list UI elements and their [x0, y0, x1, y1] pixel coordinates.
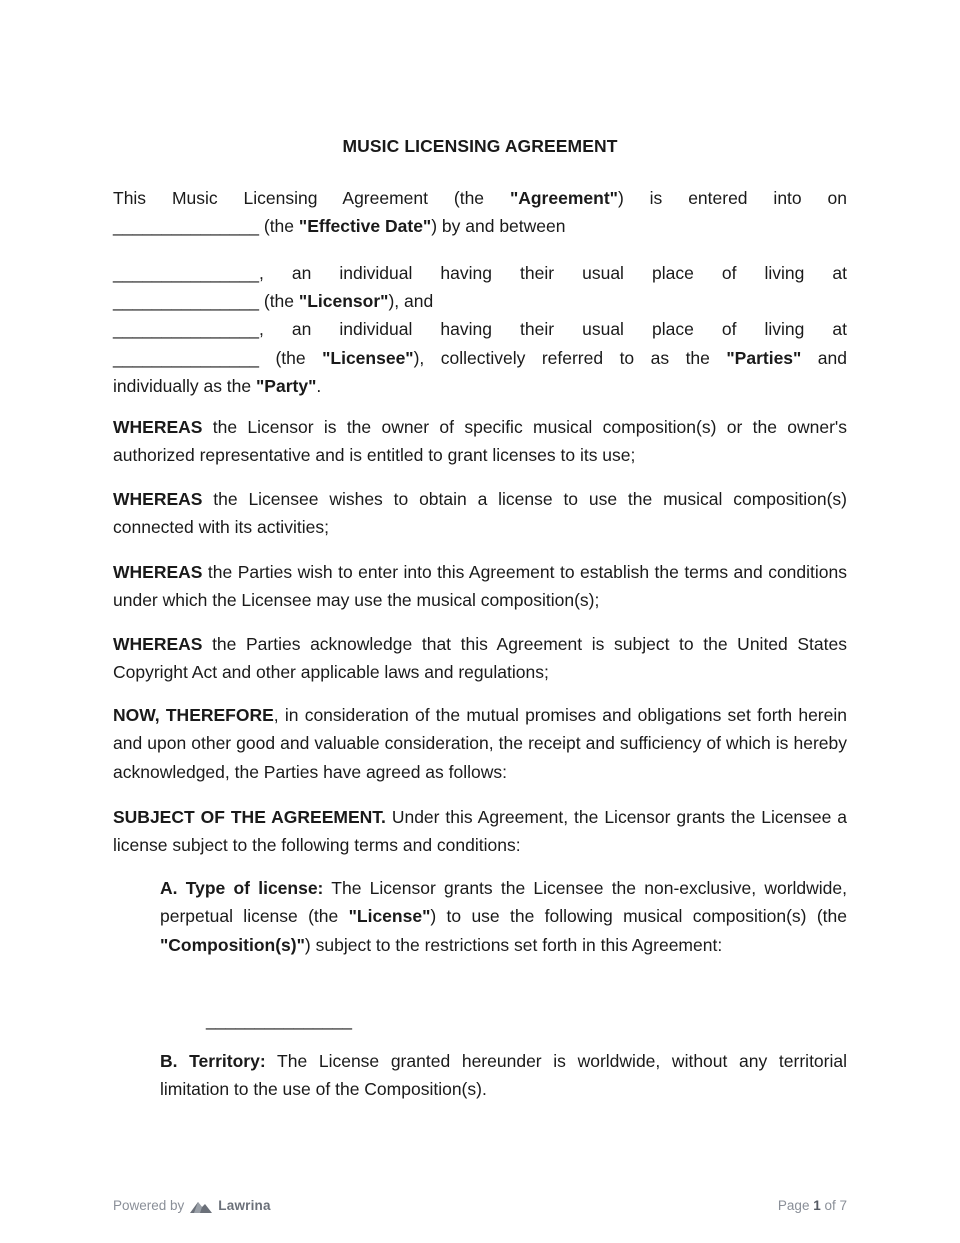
now-therefore-paragraph: NOW, THEREFORE, in consideration of the mutual promises and obligations set forth herein and upon other good and valuable consideration, the receipt and sufficiency of which is hereby acknowledged, the Parties have agreed as follows: — [113, 705, 847, 782]
composition-blank-line — [206, 1006, 406, 1034]
licensee-address-blank[interactable]: _______________ — [113, 348, 259, 368]
document-title: MUSIC LICENSING AGREEMENT — [342, 136, 618, 156]
clause-b-paragraph: B. Territory: The License granted hereunder is worldwide, without any territorial limitation to the use of the Composition(s). — [160, 1051, 847, 1100]
composition-term: "Composition(s)" — [160, 934, 305, 955]
licensor-line-2: _______________ (the "Licensor"), and — [113, 291, 434, 311]
licensee-term: "Licensee" — [322, 348, 414, 368]
licensor-term: "Licensor" — [298, 291, 389, 311]
whereas-paragraph-2: WHEREAS the Licensee wishes to obtain a license to use the musical composition(s) connected with its activities; — [113, 489, 847, 538]
licensor-name-blank[interactable]: _______________ — [113, 263, 259, 283]
powered-by-label: Powered by — [113, 1198, 185, 1213]
whereas-paragraph-1: WHEREAS the Licensor is the owner of specific musical composition(s) or the owner's authorized representative and is entitled to grant licenses to its use; — [113, 417, 847, 466]
whereas-label: WHEREAS — [113, 634, 203, 654]
licensee-name-blank[interactable]: _______________ — [113, 319, 259, 339]
intro-line-2: _______________ (the "Effective Date") by and between — [113, 216, 566, 236]
brand-name: Lawrina — [218, 1198, 271, 1213]
effective-date-term: "Effective Date" — [298, 216, 432, 236]
powered-by-footer[interactable] — [113, 1198, 271, 1213]
page-number: 1 — [813, 1198, 821, 1213]
whereas-paragraph-4: WHEREAS the Parties acknowledge that this Agreement is subject to the United States Copyright Act and other applicable laws and regulations; — [113, 634, 847, 683]
composition-blank[interactable]: _______________ — [206, 1010, 352, 1030]
whereas-label: WHEREAS — [113, 417, 203, 437]
agreement-term: "Agreement" — [509, 188, 618, 208]
licensee-line-3: individually as the "Party". — [113, 376, 322, 396]
whereas-label: WHEREAS — [113, 489, 203, 509]
licensor-line-1: _______________, an individual having their usual place of living at — [113, 263, 847, 283]
licensee-line-2: _______________ (the "Licensee"), collectively referred to as the "Parties" and — [113, 348, 848, 368]
whereas-label: WHEREAS — [113, 562, 203, 582]
intro-line-1: This Music Licensing Agreement (the "Agreement") is entered into on — [113, 188, 847, 208]
subject-paragraph: SUBJECT OF THE AGREEMENT. Under this Agreement, the Licensor grants the Licensee a license subject to the following terms and conditions: — [113, 807, 847, 856]
now-therefore-label: NOW, THEREFORE — [113, 705, 274, 725]
license-term: "License" — [348, 906, 431, 927]
subject-label: SUBJECT OF THE AGREEMENT. — [113, 807, 386, 827]
licensor-address-blank[interactable]: _______________ — [113, 291, 259, 311]
page-indicator: Page 1 of 7 — [777, 1198, 847, 1213]
lawrina-logo-icon — [190, 1199, 212, 1213]
clause-b-label: B. Territory: — [160, 1051, 266, 1071]
licensee-line-1: _______________, an individual having their usual place of living at — [113, 319, 847, 339]
party-term: "Party" — [256, 376, 317, 396]
effective-date-blank[interactable]: _______________ — [113, 216, 259, 236]
clause-a-paragraph: A. Type of license: The Licensor grants the Licensee the non-exclusive, worldwide, perpetual license (the "License") to use the following musical composition(s) (the "Composition(s)") subject to the restrictions set forth in this Agreement: — [160, 878, 847, 955]
clause-a-label: A. Type of license: — [160, 878, 324, 898]
parties-term: "Parties" — [726, 348, 802, 368]
whereas-paragraph-3: WHEREAS the Parties wish to enter into this Agreement to establish the terms and conditions under which the Licensee may use the musical composition(s); — [113, 562, 847, 611]
